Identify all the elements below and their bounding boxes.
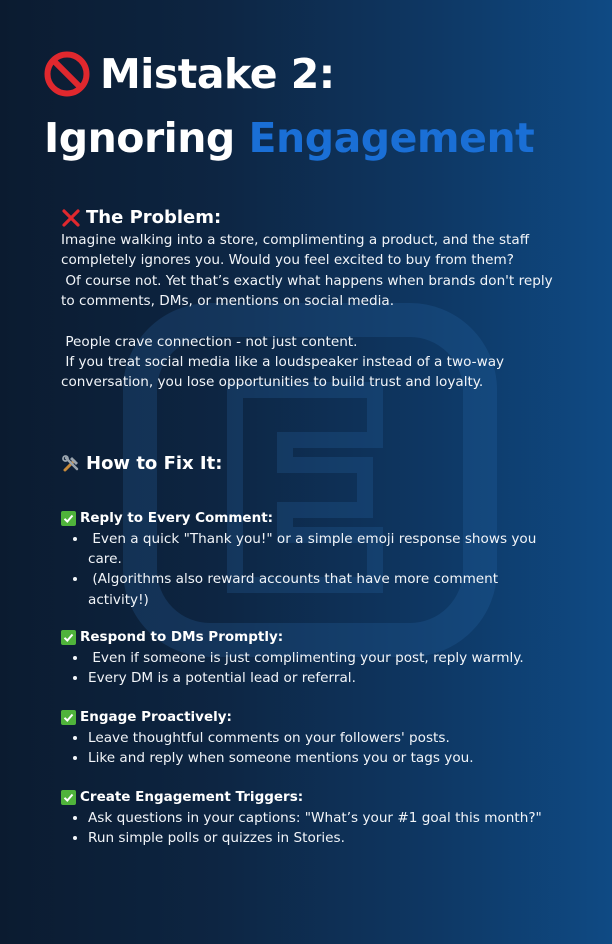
problem-paragraph-3: People crave connection - not just content. — [61, 333, 358, 350]
title-mistake-label: Mistake 2: — [100, 50, 335, 98]
check-mark-icon — [61, 511, 76, 526]
list-item: • Run simple polls or quizzes in Stories. — [88, 828, 561, 848]
fix-group-title-text: Engage Proactively: — [80, 709, 232, 725]
cross-mark-icon — [61, 208, 81, 228]
problem-paragraph-4: If you treat social media like a loudspeaker instead of a two-way conversation, you lose opportunities to build trust and loyalty. — [61, 354, 509, 391]
fix-group-2 — [61, 627, 561, 688]
fix-group-title — [61, 508, 561, 528]
fix-group-4 — [61, 787, 561, 848]
prohibited-icon — [44, 51, 90, 97]
list-item: • (Algorithms also reward accounts that have more comment activity!) — [88, 569, 561, 609]
fix-section — [61, 452, 561, 476]
list-item: • Leave thoughtful comments on your followers' posts. — [88, 728, 561, 748]
fix-group-list — [61, 648, 561, 688]
fix-heading — [61, 452, 561, 476]
problem-paragraph-1: Imagine walking into a store, complimenting a product, and the staff completely ignores you. Would you feel excited to buy from them? — [61, 232, 530, 269]
fix-group-list — [61, 808, 561, 848]
fix-group-3 — [61, 707, 561, 768]
check-mark-icon — [61, 630, 76, 645]
title-line-2 — [44, 106, 604, 170]
fix-group-list — [61, 728, 561, 768]
problem-heading-text: The Problem: — [86, 207, 222, 228]
fix-heading-text: How to Fix It: — [86, 453, 223, 474]
fix-group-title — [61, 707, 561, 727]
fix-group-list — [61, 529, 561, 610]
page-title — [44, 42, 604, 170]
list-item: • Every DM is a potential lead or referral. — [88, 668, 561, 688]
spacer — [61, 312, 561, 332]
problem-paragraph-2: Of course not. Yet that’s exactly what happens when brands don't reply to comments, DMs, or mentions on social media. — [61, 272, 557, 310]
check-mark-icon — [61, 710, 76, 725]
problem-heading — [61, 206, 561, 230]
fix-group-title-text: Create Engagement Triggers: — [80, 789, 304, 805]
fix-group-1 — [61, 508, 561, 610]
problem-body — [61, 230, 561, 393]
tools-icon — [61, 454, 81, 474]
fix-group-title — [61, 627, 561, 647]
check-mark-icon — [61, 790, 76, 805]
fix-group-title-text: Reply to Every Comment: — [80, 510, 274, 526]
list-item: • Ask questions in your captions: "What’s your #1 goal this month?" — [88, 808, 561, 828]
list-item: • Even if someone is just complimenting your post, reply warmly. — [88, 648, 561, 668]
problem-section — [61, 206, 561, 393]
fix-group-title — [61, 787, 561, 807]
title-line-1 — [44, 42, 604, 106]
fix-group-title-text: Respond to DMs Promptly: — [80, 629, 284, 645]
list-item: • Like and reply when someone mentions you or tags you. — [88, 748, 561, 768]
title-engagement: Engagement — [248, 114, 535, 162]
title-ignoring: Ignoring — [44, 114, 249, 162]
list-item: • Even a quick "Thank you!" or a simple emoji response shows you care. — [88, 529, 561, 569]
